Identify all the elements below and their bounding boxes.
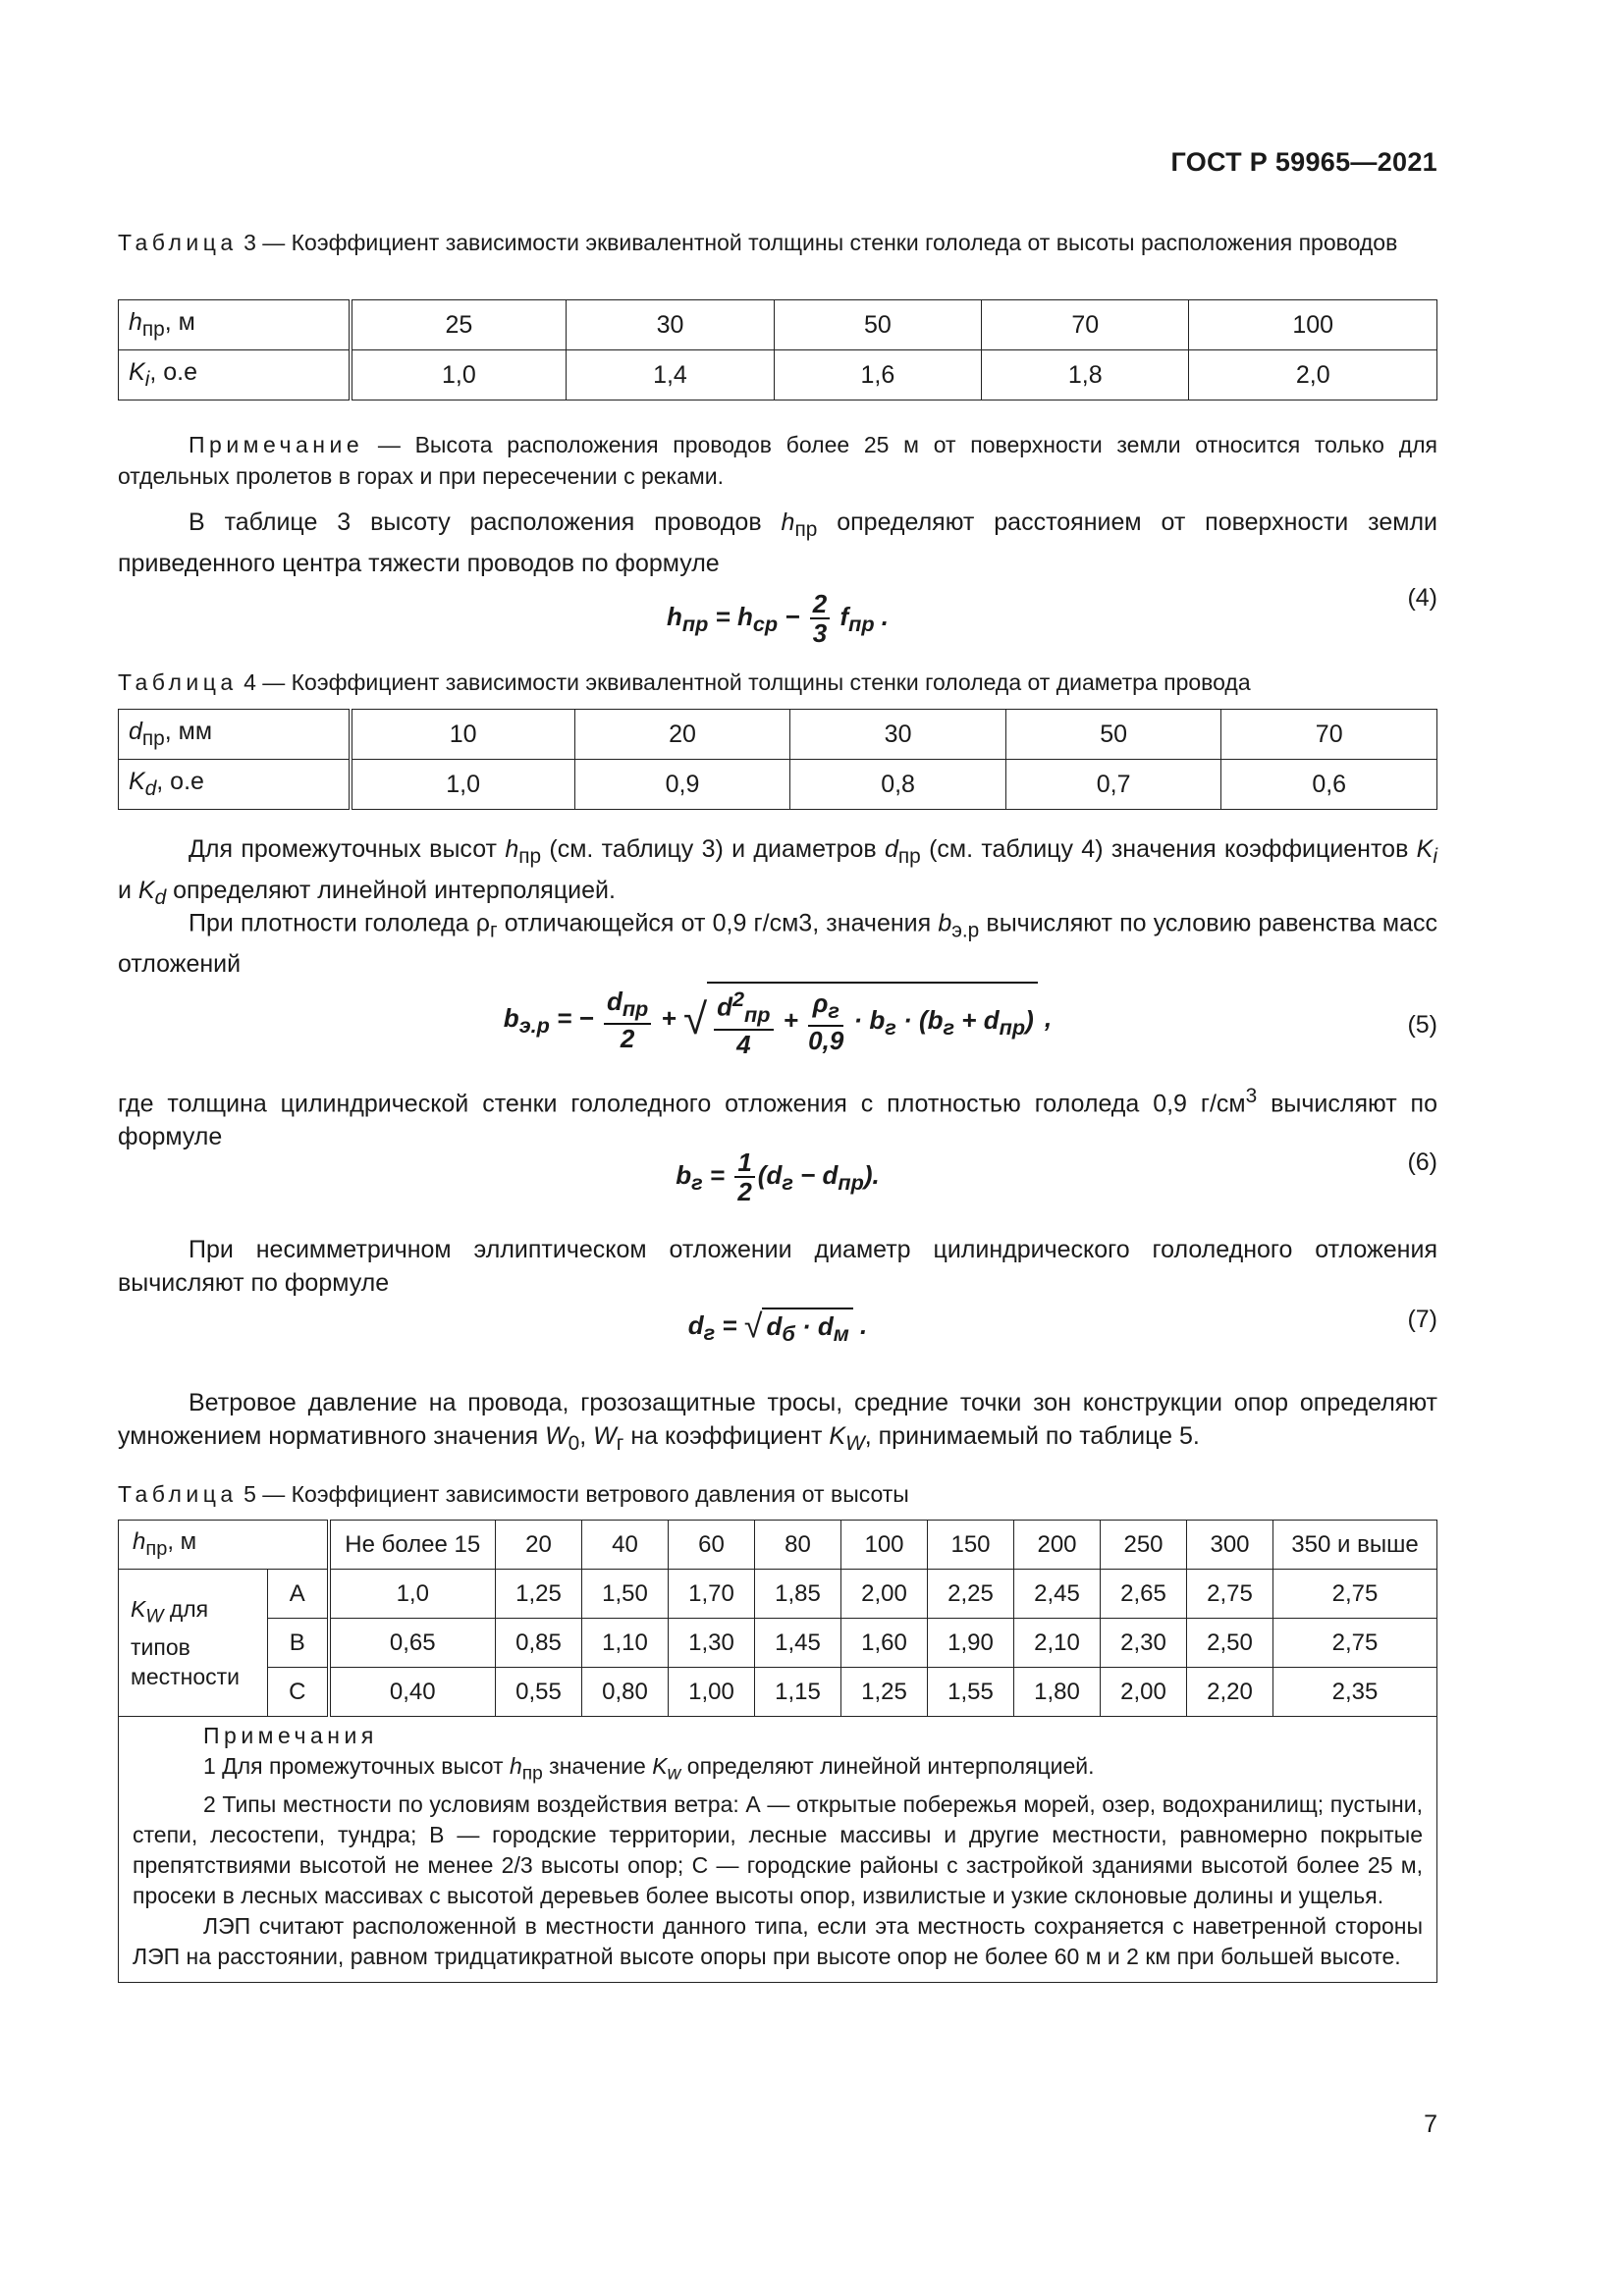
table-cell: 30 bbox=[790, 710, 1006, 760]
table-cell: 1,6 bbox=[774, 350, 981, 400]
table-cell: B bbox=[268, 1619, 329, 1668]
table-cell: 1,55 bbox=[928, 1668, 1014, 1717]
table-cell: 0,9 bbox=[574, 760, 790, 810]
equation-4: $h_{пр} = h_{ср}$ − $\frac{2}{3}$ $f_{пр}$ . (4) bbox=[666, 584, 1437, 648]
table-cell: 0,40 bbox=[329, 1668, 496, 1717]
table-row bbox=[119, 1668, 1437, 1717]
table-cell: 20 bbox=[496, 1521, 582, 1570]
equation-number: (6) bbox=[1407, 1148, 1437, 1176]
table-cell: 10 bbox=[351, 710, 575, 760]
table-cell: 1,50 bbox=[582, 1570, 669, 1619]
table-cell: 1,85 bbox=[755, 1570, 841, 1619]
table4-header-k: $K_d$, о.е bbox=[119, 760, 351, 810]
table-cell: 50 bbox=[774, 300, 981, 350]
table-cell: 300 bbox=[1187, 1521, 1273, 1570]
equation-number: (4) bbox=[1407, 584, 1437, 612]
table-cell: 150 bbox=[928, 1521, 1014, 1570]
table-cell: 80 bbox=[755, 1521, 841, 1570]
table5-notes bbox=[118, 1715, 1437, 1983]
table-cell: 1,70 bbox=[669, 1570, 755, 1619]
paragraph-6: Ветровое давление на провода, грозозащитные тросы, средние точки зон конструкции опор определяют умножением нормативного значения $W_0$, $W_г$ на коэффициент $K_W$, принимаемый по таблице 5. bbox=[118, 1389, 1437, 1455]
table-cell: 2,75 bbox=[1187, 1570, 1273, 1619]
equation-5: $b_{э.р}$ = − $\frac{d_{пр}}{2}$ + √ $\frac{d^2_{пр}}{4}$ + $\frac{\rho_г}{0,9}$ · $b_г \cdot (b_г + d_{пр})$ , (5) bbox=[118, 982, 1437, 1070]
table-cell: 0,6 bbox=[1221, 760, 1437, 810]
equation-number: (5) bbox=[1407, 1011, 1437, 1039]
table-cell: 350 и выше bbox=[1273, 1521, 1437, 1570]
table-cell: 2,45 bbox=[1014, 1570, 1101, 1619]
equation-number: (7) bbox=[1407, 1306, 1437, 1333]
table-cell: 1,00 bbox=[669, 1668, 755, 1717]
table-cell: 1,25 bbox=[496, 1570, 582, 1619]
table-cell: 1,15 bbox=[755, 1668, 841, 1717]
table4 bbox=[118, 709, 1437, 810]
table-cell: 2,75 bbox=[1273, 1619, 1437, 1668]
paragraph-4: где толщина цилиндрической стенки гололедного отложения с плотностью гололеда 0,9 $г/см^3$ вычисляют по формуле bbox=[118, 1085, 1437, 1151]
table-cell: 1,80 bbox=[1014, 1668, 1101, 1717]
table-cell: 2,20 bbox=[1187, 1668, 1273, 1717]
table-cell: 2,30 bbox=[1101, 1619, 1187, 1668]
table-cell: 1,30 bbox=[669, 1619, 755, 1668]
table-cell: 1,90 bbox=[928, 1619, 1014, 1668]
table-cell: 0,85 bbox=[496, 1619, 582, 1668]
table3-caption-text: 3 — Коэффициент зависимости эквивалентной толщины стенки гололеда от высоты расположения проводов bbox=[244, 230, 1398, 255]
table-cell: 1,0 bbox=[351, 760, 575, 810]
table-row bbox=[119, 300, 1437, 350]
table-cell: 1,0 bbox=[329, 1570, 496, 1619]
table-row bbox=[119, 350, 1437, 400]
table-cell: 30 bbox=[567, 300, 774, 350]
table-cell: 2,00 bbox=[841, 1570, 928, 1619]
table3-header-k: $K_i$, о.е bbox=[119, 350, 351, 400]
table-cell: 60 bbox=[669, 1521, 755, 1570]
table-cell: 2,00 bbox=[1101, 1668, 1187, 1717]
table-row bbox=[119, 1570, 1437, 1619]
table-row bbox=[119, 1619, 1437, 1668]
note-2: 2 Типы местности по условиям воздействия ветра: А — открытые побережья морей, озер, водохранилищ; пустыни, степи, лесостепи, тундра; В — городские территории, лесные массивы и другие местности, равномерно покрытые препятствиями высотой не менее 2/3 высоты опор; С — городские районы с застройкой зданиями высотой более 25 м, просеки в лесных массивах с высотой деревьев более высоты опор, извилистые и узкие склоновые долины и ущелья. bbox=[133, 1790, 1423, 1908]
table-cell: 2,35 bbox=[1273, 1668, 1437, 1717]
table-cell: 0,55 bbox=[496, 1668, 582, 1717]
table-cell: 1,45 bbox=[755, 1619, 841, 1668]
table-cell: 1,60 bbox=[841, 1619, 928, 1668]
notes-label: Примечания bbox=[203, 1723, 378, 1748]
table-row bbox=[119, 710, 1437, 760]
table-cell: 250 bbox=[1101, 1521, 1187, 1570]
table-cell: 2,10 bbox=[1014, 1619, 1101, 1668]
table-cell: 0,7 bbox=[1005, 760, 1221, 810]
table5-kw-label: $K_W$ для типов местности bbox=[119, 1570, 268, 1717]
table-cell: 70 bbox=[982, 300, 1189, 350]
paragraph-5: При несимметричном эллиптическом отложении диаметр цилиндрического гололедного отложения вычисляют по формуле bbox=[118, 1236, 1437, 1297]
document-id: ГОСТ Р 59965—2021 bbox=[1170, 147, 1437, 177]
table-cell: 70 bbox=[1221, 710, 1437, 760]
table-cell: 0,8 bbox=[790, 760, 1006, 810]
table-cell: Не более 15 bbox=[329, 1521, 496, 1570]
table5-header-h: $h_{пр}$, м bbox=[119, 1521, 329, 1570]
table-cell: 2,25 bbox=[928, 1570, 1014, 1619]
table-row bbox=[119, 760, 1437, 810]
table-cell: 100 bbox=[841, 1521, 928, 1570]
table3-header-h: $h_{пр}$, м bbox=[119, 300, 351, 350]
table-cell: 200 bbox=[1014, 1521, 1101, 1570]
note-3: ЛЭП считают расположенной в местности данного типа, если эта местность сохраняется с наветренной стороны ЛЭП на расстоянии, равном тридцатикратной высоте опоры при высоте опор не более 60 м и 2 км при большей высоте. bbox=[133, 1912, 1423, 1969]
table-cell: 2,65 bbox=[1101, 1570, 1187, 1619]
page-number: 7 bbox=[1424, 2110, 1437, 2138]
paragraph-3: При плотности гололеда $\rho_г$ отличающейся от 0,9 г/см3, значения $b_{э.р}$ вычисляют по условию равенства масс отложений bbox=[118, 909, 1438, 979]
table-row bbox=[119, 1521, 1437, 1570]
table-cell: 2,75 bbox=[1273, 1570, 1437, 1619]
table-cell: 1,8 bbox=[982, 350, 1189, 400]
table-cell: 1,4 bbox=[567, 350, 774, 400]
note-1: 1 Для промежуточных высот $h_{пр}$ значение $K_w$ определяют линейной интерполяцией. bbox=[203, 1753, 1095, 1785]
table-cell: 0,65 bbox=[329, 1619, 496, 1668]
table5 bbox=[118, 1520, 1437, 1717]
table-cell: 40 bbox=[582, 1521, 669, 1570]
table-cell: C bbox=[268, 1668, 329, 1717]
table-cell: 1,25 bbox=[841, 1668, 928, 1717]
table3-note: Примечание — Высота расположения проводов более 25 м от поверхности земли относится только для отдельных пролетов в горах и при пересечении с реками. bbox=[118, 432, 1437, 489]
table-cell: 1,0 bbox=[351, 350, 567, 400]
table3 bbox=[118, 299, 1437, 400]
table-cell: A bbox=[268, 1570, 329, 1619]
table4-header-d: $d_{пр}$, мм bbox=[119, 710, 351, 760]
table-cell: 1,10 bbox=[582, 1619, 669, 1668]
table5-caption: Таблица 5 — Коэффициент зависимости ветрового давления от высоты bbox=[118, 1481, 909, 1507]
table-cell: 25 bbox=[351, 300, 567, 350]
table-cell: 2,50 bbox=[1187, 1619, 1273, 1668]
table3-caption-prefix: Таблица bbox=[118, 230, 238, 255]
table-cell: 20 bbox=[574, 710, 790, 760]
table-cell: 100 bbox=[1189, 300, 1437, 350]
paragraph-1: В таблице 3 высоту расположения проводов $h_{пр}$ определяют расстоянием от поверхности земли приведенного центра тяжести проводов по формуле bbox=[118, 508, 1438, 577]
equation-7: $d_г$ = √ $d_б \cdot d_м$ . (7) bbox=[687, 1306, 1437, 1347]
paragraph-2: Для промежуточных высот $h_{пр}$ (см. таблицу 3) и диаметров $d_{пр}$ (см. таблицу 4) значения коэффициентов $K_i$ и $K_d$ определяют линейной интерполяцией. bbox=[118, 835, 1437, 909]
table-cell: 50 bbox=[1005, 710, 1221, 760]
table-cell: 2,0 bbox=[1189, 350, 1437, 400]
table4-caption: Таблица 4 — Коэффициент зависимости эквивалентной толщины стенки гололеда от диаметра провода bbox=[118, 669, 1251, 695]
table-cell: 0,80 bbox=[582, 1668, 669, 1717]
equation-6: $b_г$ = $\frac{1}{2}$ $(d_г - d_{пр})$. (6) bbox=[676, 1148, 1437, 1206]
table3-caption bbox=[118, 228, 1437, 257]
